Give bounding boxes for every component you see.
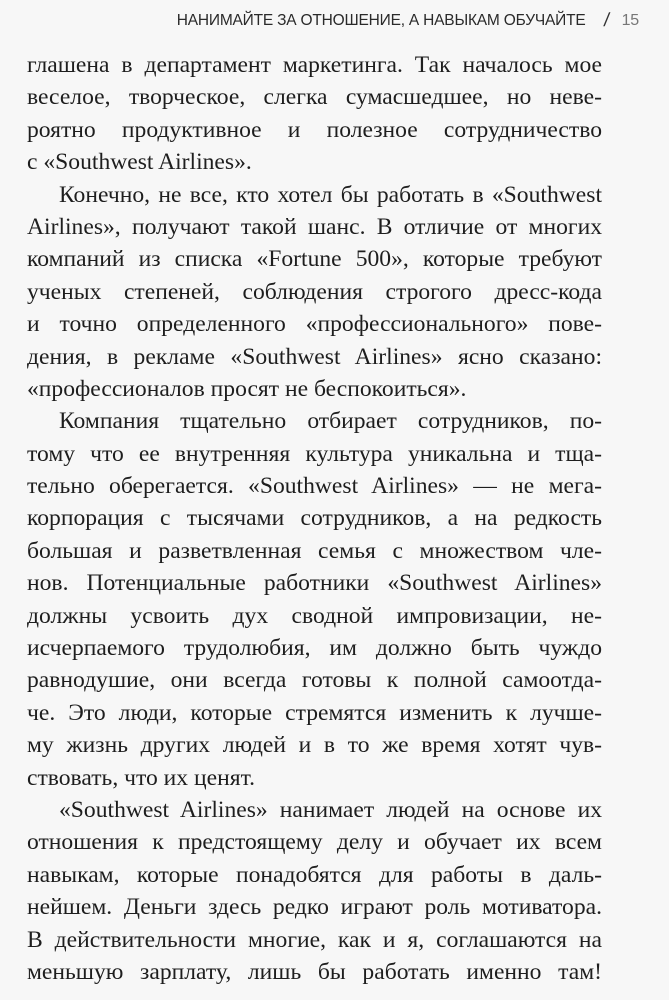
text-line: дения, в рекламе «Southwest Airlines» ясно сказано:: [27, 343, 602, 370]
text-line: веселое, творческое, слегка сумасшедшее, но неве-: [27, 84, 602, 111]
text-line: че. Это люди, которые стремятся изменить к лучше-: [27, 699, 602, 726]
text-line: ученых степеней, соблюдения строгого дресс-кода: [27, 278, 602, 305]
text-line: большая и разветвленная семья с множеством чле-: [27, 537, 602, 564]
text-line: меньшую зарплату, лишь бы работать именно там!: [27, 958, 602, 985]
text-line: нейшем. Деньги здесь редко играют роль мотиватора.: [27, 894, 602, 921]
text-line: навыкам, которые понадобятся для работы в даль-: [27, 861, 602, 888]
text-line: ствовать, что их ценят.: [27, 764, 256, 791]
text-line: Компания тщательно отбирает сотрудников, по-: [59, 408, 602, 435]
paragraph-3: [27, 405, 602, 794]
text-line: роятно продуктивное и полезное сотрудничество: [27, 116, 602, 143]
text-line: тому что ее внутренняя культура уникальна и тща-: [27, 440, 602, 467]
text-line: Airlines», получают такой шанс. В отличие от многих: [27, 213, 602, 240]
text-line: тельно оберегается. «Southwest Airlines» — не мега-: [27, 473, 602, 500]
text-line: му жизнь других людей и в то же время хотят чув-: [27, 732, 602, 759]
text-line: нов. Потенциальные работники «Southwest Airlines»: [27, 570, 602, 597]
text-line: с «Southwest Airlines».: [27, 149, 252, 176]
body-text: [27, 49, 602, 988]
text-line: равнодушие, они всегда готовы к полной самоотда-: [27, 667, 602, 694]
text-line: отношения к предстоящему делу и обучает их всем: [27, 829, 602, 856]
text-line: «профессионалов просят не беспокоиться».: [27, 375, 467, 402]
text-line: должны усвоить дух сводной импровизации, не-: [27, 602, 602, 629]
page-number: 15: [621, 12, 639, 29]
text-line: Конечно, не все, кто хотел бы работать в «Southwest: [59, 181, 602, 208]
text-line: «Southwest Airlines» нанимает людей на основе их: [59, 796, 602, 823]
paragraph-2: [27, 179, 602, 406]
header-separator: /: [602, 10, 611, 31]
text-line: и точно определенного «профессионального» пове-: [27, 311, 602, 338]
running-title: НАНИМАЙТЕ ЗА ОТНОШЕНИЕ, А НАВЫКАМ ОБУЧАЙТЕ: [176, 12, 586, 29]
text-line: глашена в департамент маркетинга. Так началось мое: [27, 52, 602, 78]
running-header: [177, 8, 639, 34]
paragraph-4: [27, 794, 602, 988]
text-line: компаний из списка «Fortune 500», которые требуют: [27, 246, 602, 273]
text-line: исчерпаемого трудолюбия, им должно быть чуждо: [27, 635, 602, 662]
text-line: корпорация с тысячами сотрудников, а на редкость: [27, 505, 602, 532]
paragraph-1: [27, 49, 602, 179]
text-line: В действительности многие, как и я, соглашаются на: [27, 926, 602, 953]
